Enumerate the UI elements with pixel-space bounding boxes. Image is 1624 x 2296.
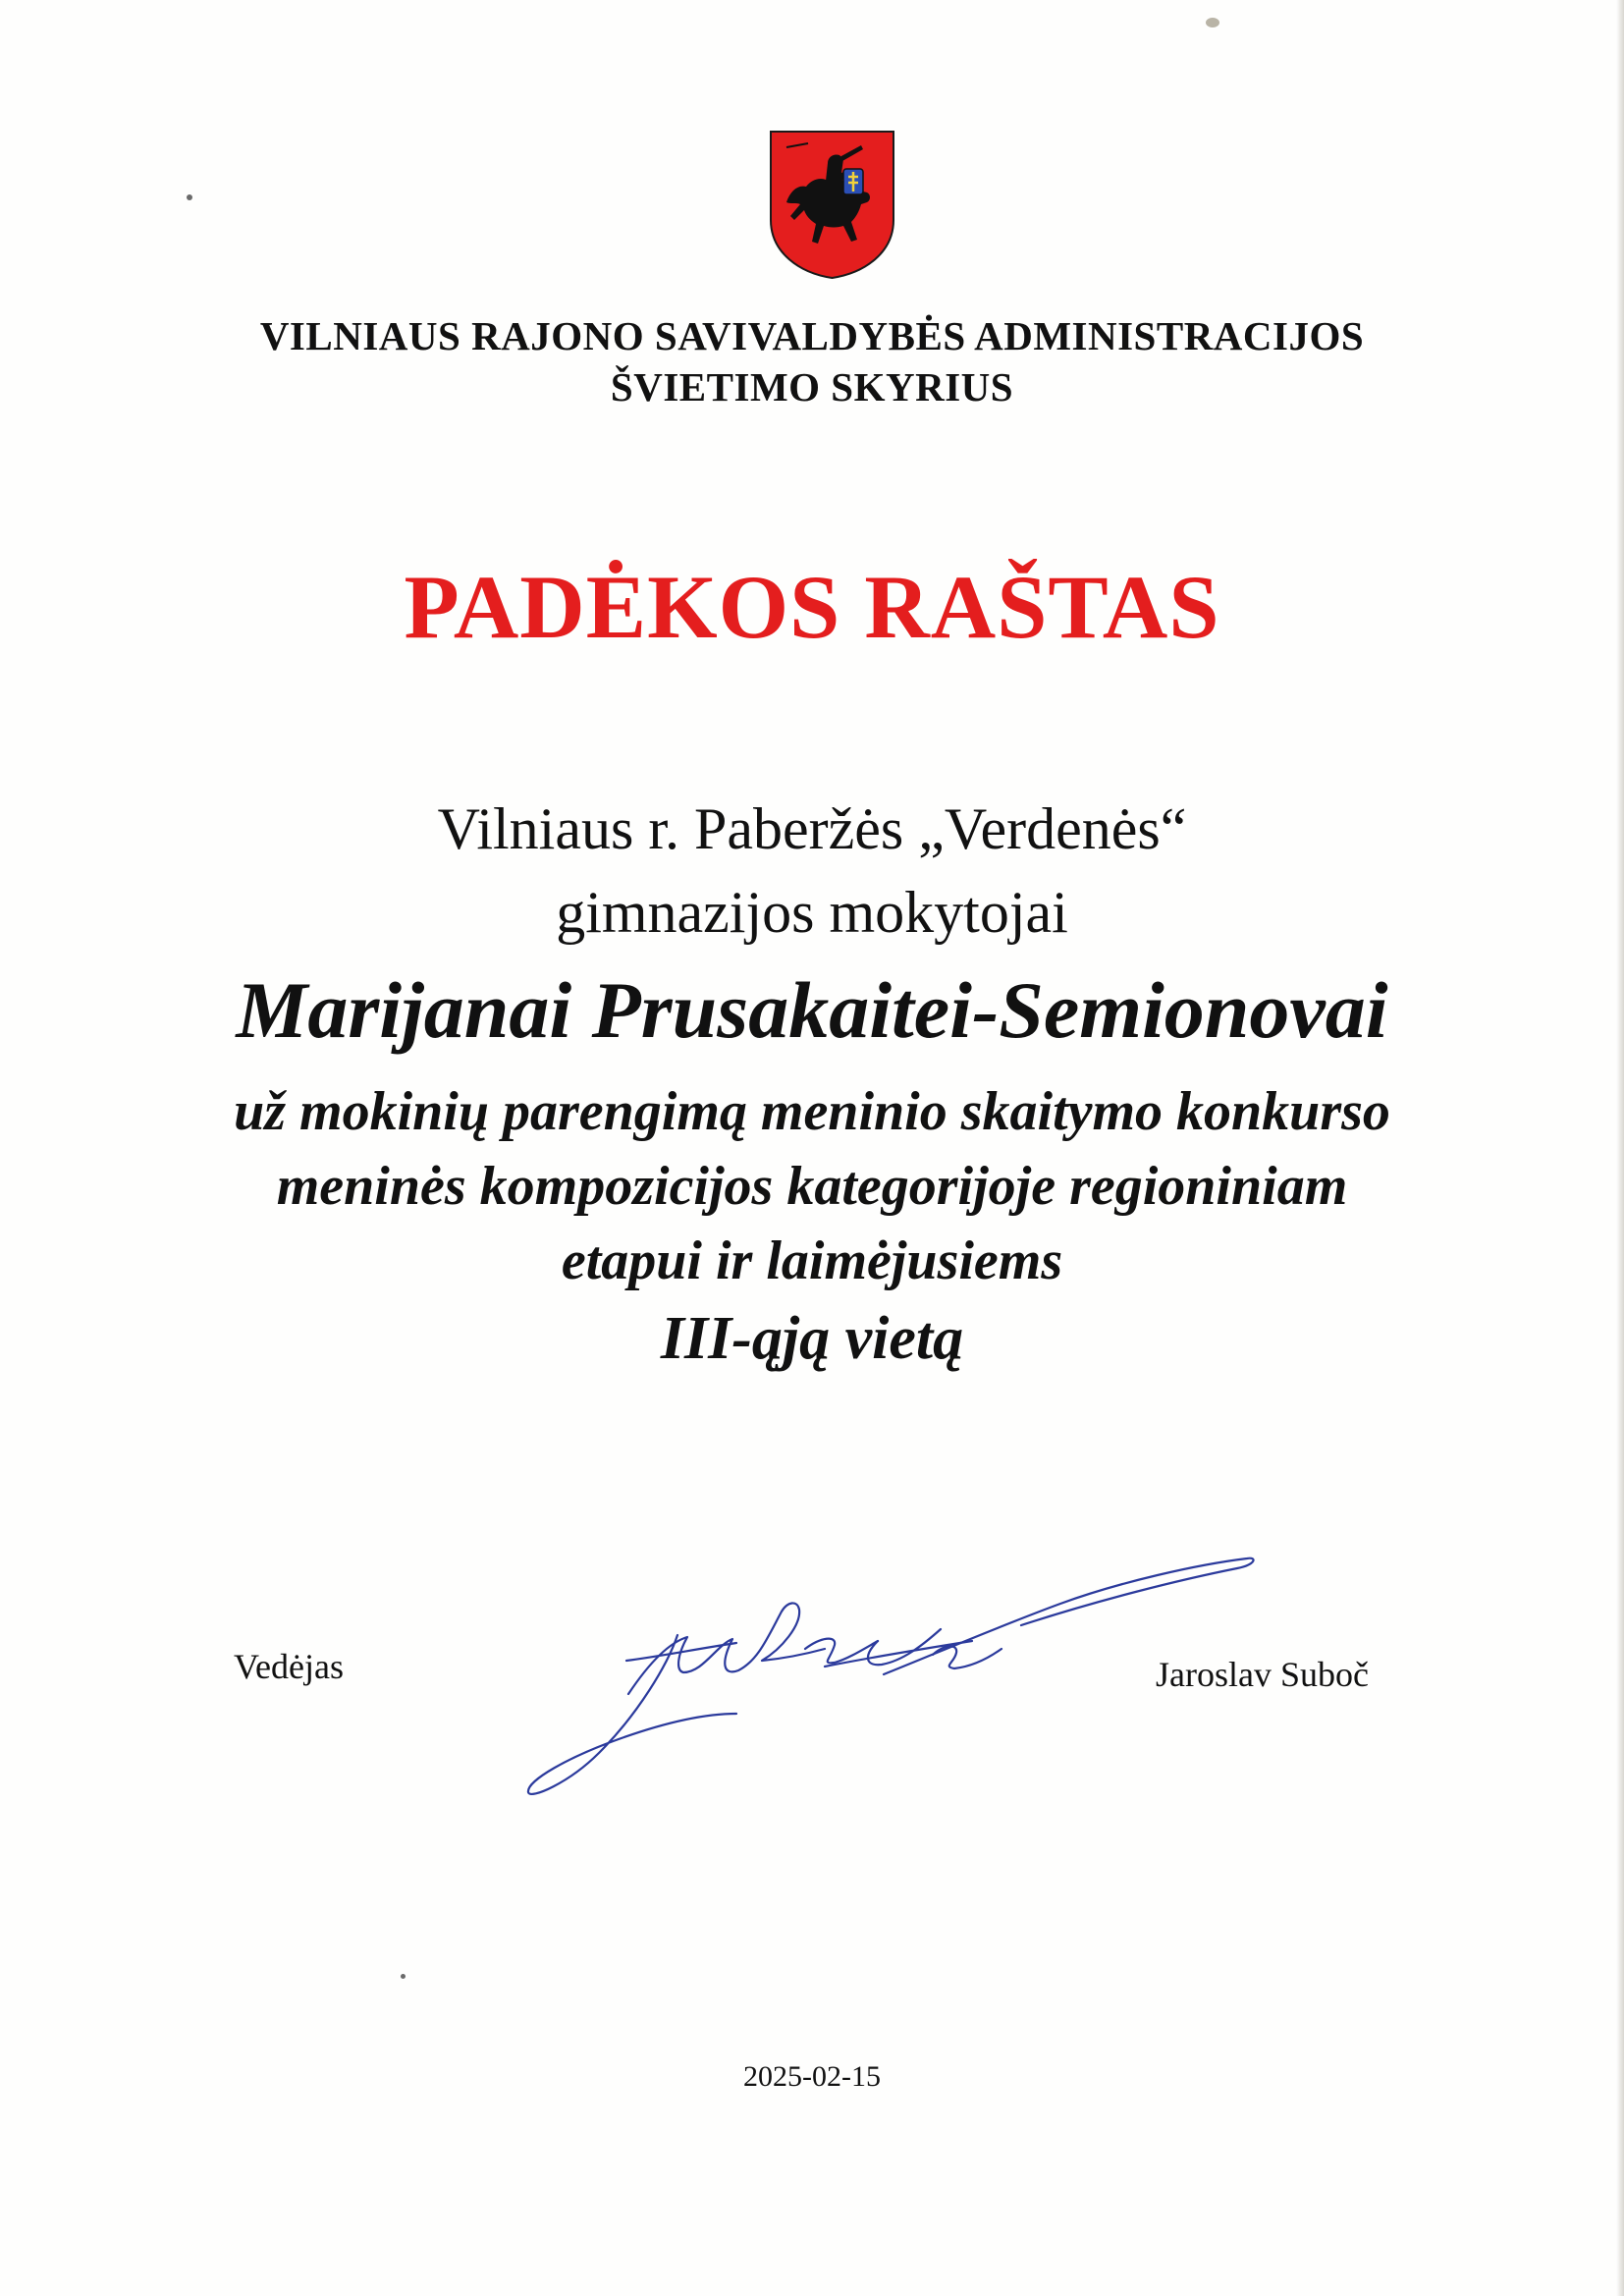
issuer-line-1: VILNIAUS RAJONO SAVIVALDYBĖS ADMINISTRACIJOS bbox=[259, 313, 1365, 358]
vilnius-district-coat-of-arms-icon bbox=[769, 130, 895, 280]
issuer-line-2: ŠVIETIMO SKYRIUS bbox=[610, 364, 1014, 410]
award-place: III-ąją vietą bbox=[660, 1305, 964, 1372]
scan-speck bbox=[1206, 18, 1219, 27]
reason-line-2: meninės kompozicijos kategorijoje regioniniam bbox=[276, 1156, 1348, 1217]
scan-speck bbox=[401, 1974, 406, 1979]
scan-speck bbox=[187, 194, 192, 200]
document-title: PADĖKOS RAŠTAS bbox=[404, 557, 1220, 657]
recipient-name: Marijanai Prusakaitei-Semionovai bbox=[236, 965, 1388, 1055]
intro-line-1: Vilniaus r. Paberžės „Verdenės“ bbox=[437, 796, 1187, 861]
reason-line-1: už mokinių parengimą meninio skaitymo konkurso bbox=[234, 1081, 1390, 1142]
signer-role: Vedėjas bbox=[234, 1647, 344, 1686]
signer-name: Jaroslav Suboč bbox=[1156, 1655, 1369, 1694]
intro-line-2: gimnazijos mokytojai bbox=[556, 880, 1068, 945]
reason-line-3: etapui ir laimėjusiems bbox=[561, 1230, 1063, 1291]
issue-date: 2025-02-15 bbox=[743, 2060, 881, 2093]
handwritten-signature bbox=[511, 1547, 1257, 1822]
